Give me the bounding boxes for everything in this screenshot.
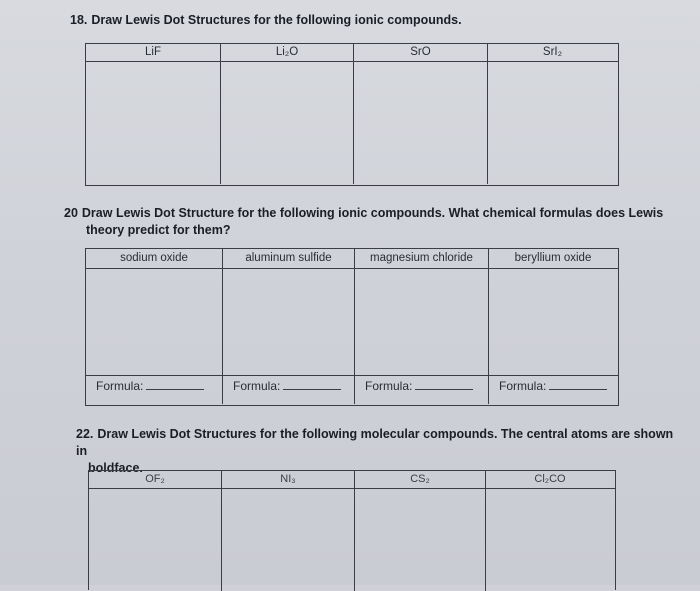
question-18-text: Draw Lewis Dot Structures for the following ionic compounds.: [91, 13, 462, 27]
cell-cl2co: [486, 471, 614, 591]
column-header-cl2co: Cl₂CO: [534, 473, 566, 485]
cell-ni3: [222, 471, 355, 591]
question-22-text-line2: boldface.: [88, 461, 143, 475]
cell-lif: [86, 44, 221, 184]
question-18-number: 18.: [70, 13, 88, 27]
column-header-beryllium-oxide: beryllium oxide: [514, 252, 592, 264]
cell-magnesium-chloride: [355, 249, 489, 404]
formula-label: Formula:: [499, 379, 547, 393]
table-ionic-compounds: [85, 43, 619, 186]
column-header-li2o: Li₂O: [275, 46, 299, 58]
table-ionic-formulas: [85, 248, 619, 406]
question-18: [70, 12, 462, 29]
formula-label: Formula:: [233, 379, 281, 393]
cell-sri2: [488, 44, 617, 184]
column-header-ni3: NI₃: [280, 473, 296, 485]
cell-beryllium-oxide: [489, 249, 617, 404]
question-20-number: 20: [64, 206, 78, 220]
cell-li2o: [221, 44, 354, 184]
column-header-sro: SrO: [410, 46, 431, 58]
column-header-sodium-oxide: sodium oxide: [120, 252, 188, 264]
formula-field-aluminum-sulfide[interactable]: [233, 379, 341, 393]
formula-label: Formula:: [96, 379, 144, 393]
question-20-text-line2: theory predict for them?: [86, 223, 231, 237]
column-header-sri2: SrI₂: [542, 46, 563, 58]
formula-field-beryllium-oxide[interactable]: [499, 379, 607, 393]
formula-field-magnesium-chloride[interactable]: [365, 379, 473, 393]
question-22-text-line1: Draw Lewis Dot Structures for the following molecular compounds. The central atoms are shown in: [76, 427, 674, 458]
cell-cs2: [355, 471, 486, 591]
cell-of2: [89, 471, 222, 591]
column-header-cs2: CS₂: [410, 473, 430, 485]
question-20: [64, 205, 674, 239]
cell-sodium-oxide: [86, 249, 223, 404]
cell-sro: [354, 44, 488, 184]
question-20-text-line1: Draw Lewis Dot Structure for the following ionic compounds. What chemical formulas does Lewis: [81, 206, 664, 220]
column-header-of2: OF₂: [145, 473, 165, 485]
question-22-number: 22.: [76, 427, 94, 441]
column-header-magnesium-chloride: magnesium chloride: [370, 252, 473, 264]
cell-aluminum-sulfide: [223, 249, 355, 404]
column-header-aluminum-sulfide: aluminum sulfide: [245, 252, 332, 264]
formula-label: Formula:: [365, 379, 413, 393]
formula-field-sodium-oxide[interactable]: [96, 379, 204, 393]
table-molecular-compounds: [88, 470, 616, 590]
column-header-lif: LiF: [145, 46, 161, 58]
